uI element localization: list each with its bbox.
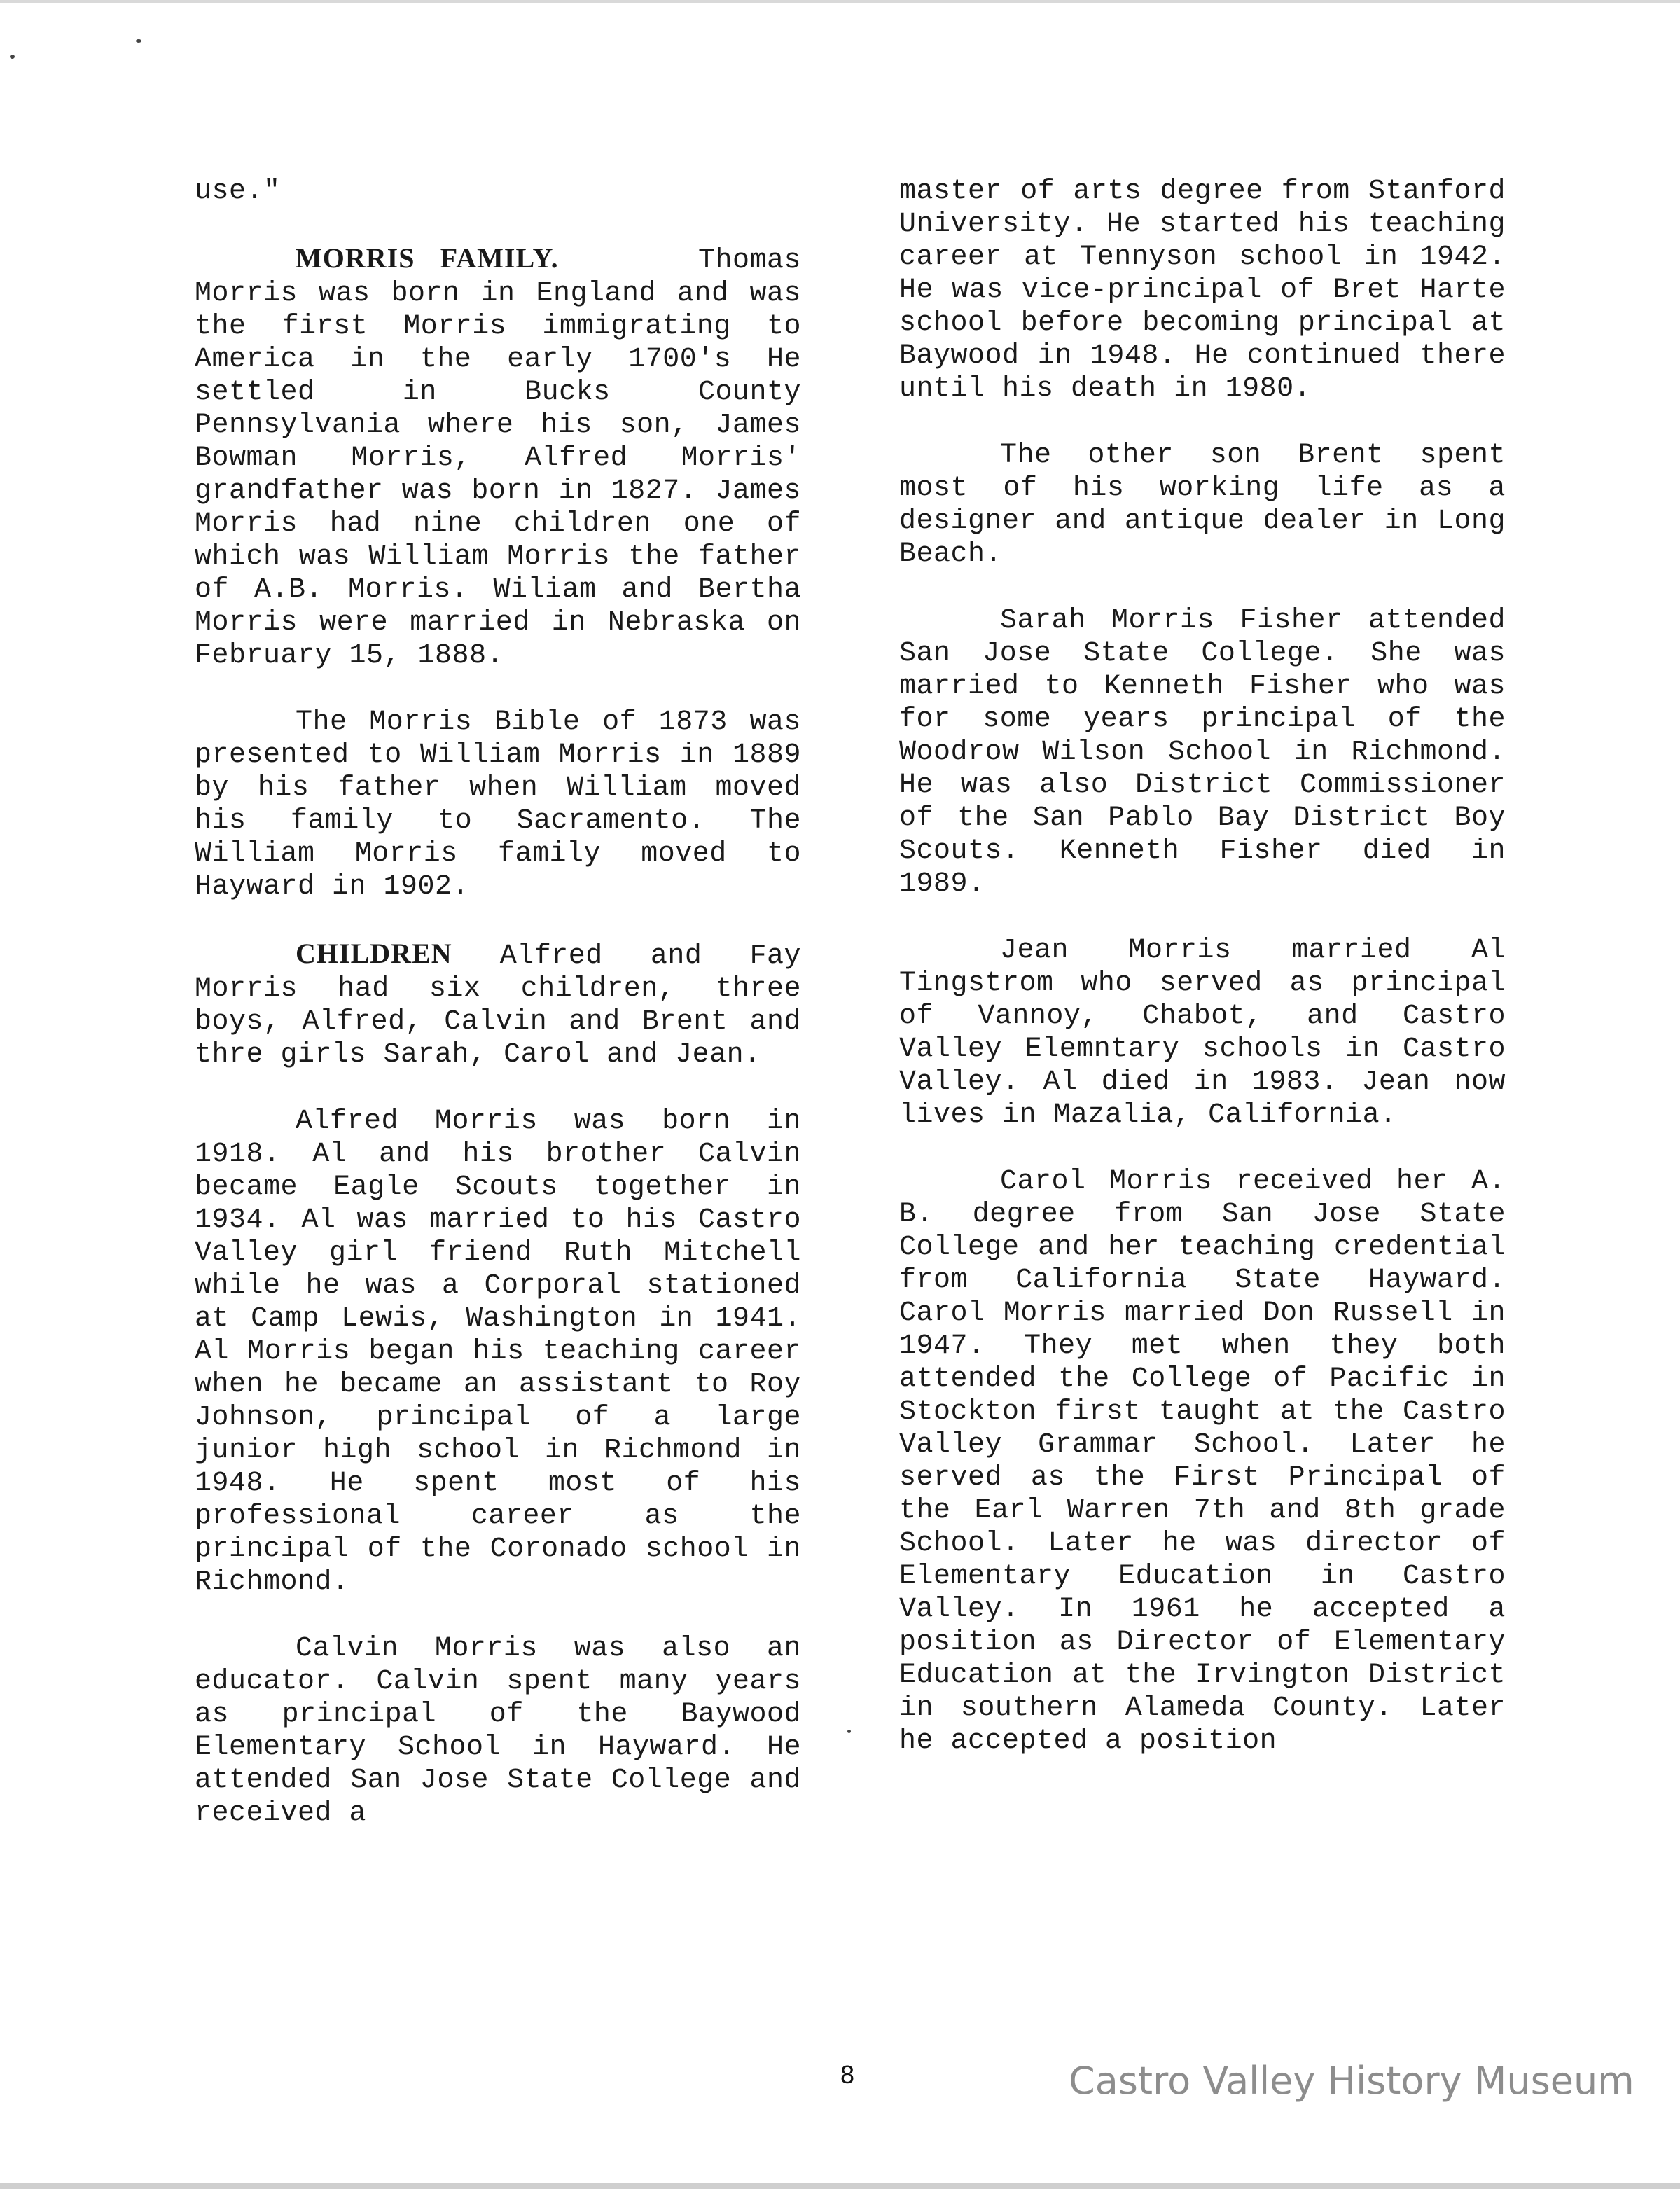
museum-watermark: Castro Valley History Museum <box>1069 2059 1634 2103</box>
paragraph-alfred-morris <box>195 1105 801 1599</box>
top-edge-rule <box>0 0 1680 3</box>
paragraph-text: The Morris Bible of 1873 was presented to William Morris in 1889 by his father when William moved his family to Sacramento. The William Morris family moved to Hayward in 1902. <box>195 707 801 903</box>
paragraph-text: Thomas Morris was born in England and was the first Morris immigrating to America in the early 1700's He settled in Bucks County Pennsylvania where his son, James Bowman Morris, Alfred Morris' grandfather was born in 1827. James Morris had nine children one of which was William Morris the father of A.B. Morris. Wiliam and Bertha Morris were married in Nebraska on February 15, 1888. <box>195 245 801 672</box>
paragraph-calvin-continued <box>899 175 1506 405</box>
paragraph-jean-morris <box>899 934 1506 1132</box>
scan-speck <box>847 1730 851 1733</box>
scan-speck <box>10 55 15 59</box>
section-heading-morris-family: MORRIS FAMILY. <box>296 242 559 274</box>
paragraph-text: master of arts degree from Stanford University. He started his teaching career at Tennyson school in 1942. He was vice-principal of Bret Harte school before becoming principal at Baywood in 1948. He continued there until his death in 1980. <box>899 176 1506 405</box>
paragraph-text: Alfred and Fay Morris had six children, three boys, Alfred, Calvin and Brent and thre girls Sarah, Carol and Jean. <box>195 940 801 1071</box>
paragraph-text: The other son Brent spent most of his working life as a designer and antique dealer in Long Beach. <box>899 440 1506 570</box>
paragraph-text: Jean Morris married Al Tingstrom who served as principal of Vannoy, Chabot, and Castro Valley Elemntary schools in Castro Valley. Al died in 1983. Jean now lives in Mazalia, California. <box>899 935 1506 1131</box>
left-column <box>195 175 801 1863</box>
paragraph-text: Sarah Morris Fisher attended San Jose State College. She was married to Kenneth Fisher who was for some years principal of the Woodrow Wilson School in Richmond. He was also District Commissioner of the San Pablo Bay District Boy Scouts. Kenneth Fisher died in 1989. <box>899 605 1506 900</box>
paragraph-morris-family <box>195 242 801 672</box>
right-column <box>899 175 1506 1791</box>
paragraph-text: Carol Morris received her A. B. degree from San Jose State College and her teaching credential from California State Hayward. Carol Morris married Don Russell in 1947. They met when they both attended the College of Pacific in Stockton first taught at the Castro Valley Grammar School. Later he served as the First Principal of the Earl Warren 7th and 8th grade School. Later he was director of Elementary Education in Castro Valley. In 1961 he accepted a position as Director of Elementary Education at the Irvington District in southern Alameda County. Later he accepted a position <box>899 1166 1506 1757</box>
paragraph-brent-morris <box>899 439 1506 571</box>
paragraph-carol-morris <box>899 1165 1506 1758</box>
paragraph-morris-bible <box>195 706 801 903</box>
paragraph-text: Alfred Morris was born in 1918. Al and his brother Calvin became Eagle Scouts together in 1934. Al was married to his Castro Valley girl friend Ruth Mitchell while he was a Corporal stationed at Camp Lewis, Washington in 1941. Al Morris began his teaching career when he became an assistant to Roy Johnson, principal of a large junior high school in Richmond in 1948. He spent most of his professional career as the principal of the Coronado school in Richmond. <box>195 1106 801 1598</box>
page-number: 8 <box>840 2060 855 2089</box>
scan-speck <box>136 39 141 43</box>
bottom-edge-rule <box>0 2183 1680 2189</box>
paragraph-text: Calvin Morris was also an educator. Calvin spent many years as principal of the Baywood Elementary School in Hayward. He attended San Jose State College and received a <box>195 1633 801 1829</box>
section-heading-children: CHILDREN <box>296 938 452 969</box>
paragraph-text: use." <box>195 176 281 207</box>
paragraph-sarah-morris-fisher <box>899 604 1506 901</box>
paragraph-calvin-morris <box>195 1632 801 1830</box>
paragraph-continuation <box>195 175 801 208</box>
paragraph-children <box>195 937 801 1071</box>
